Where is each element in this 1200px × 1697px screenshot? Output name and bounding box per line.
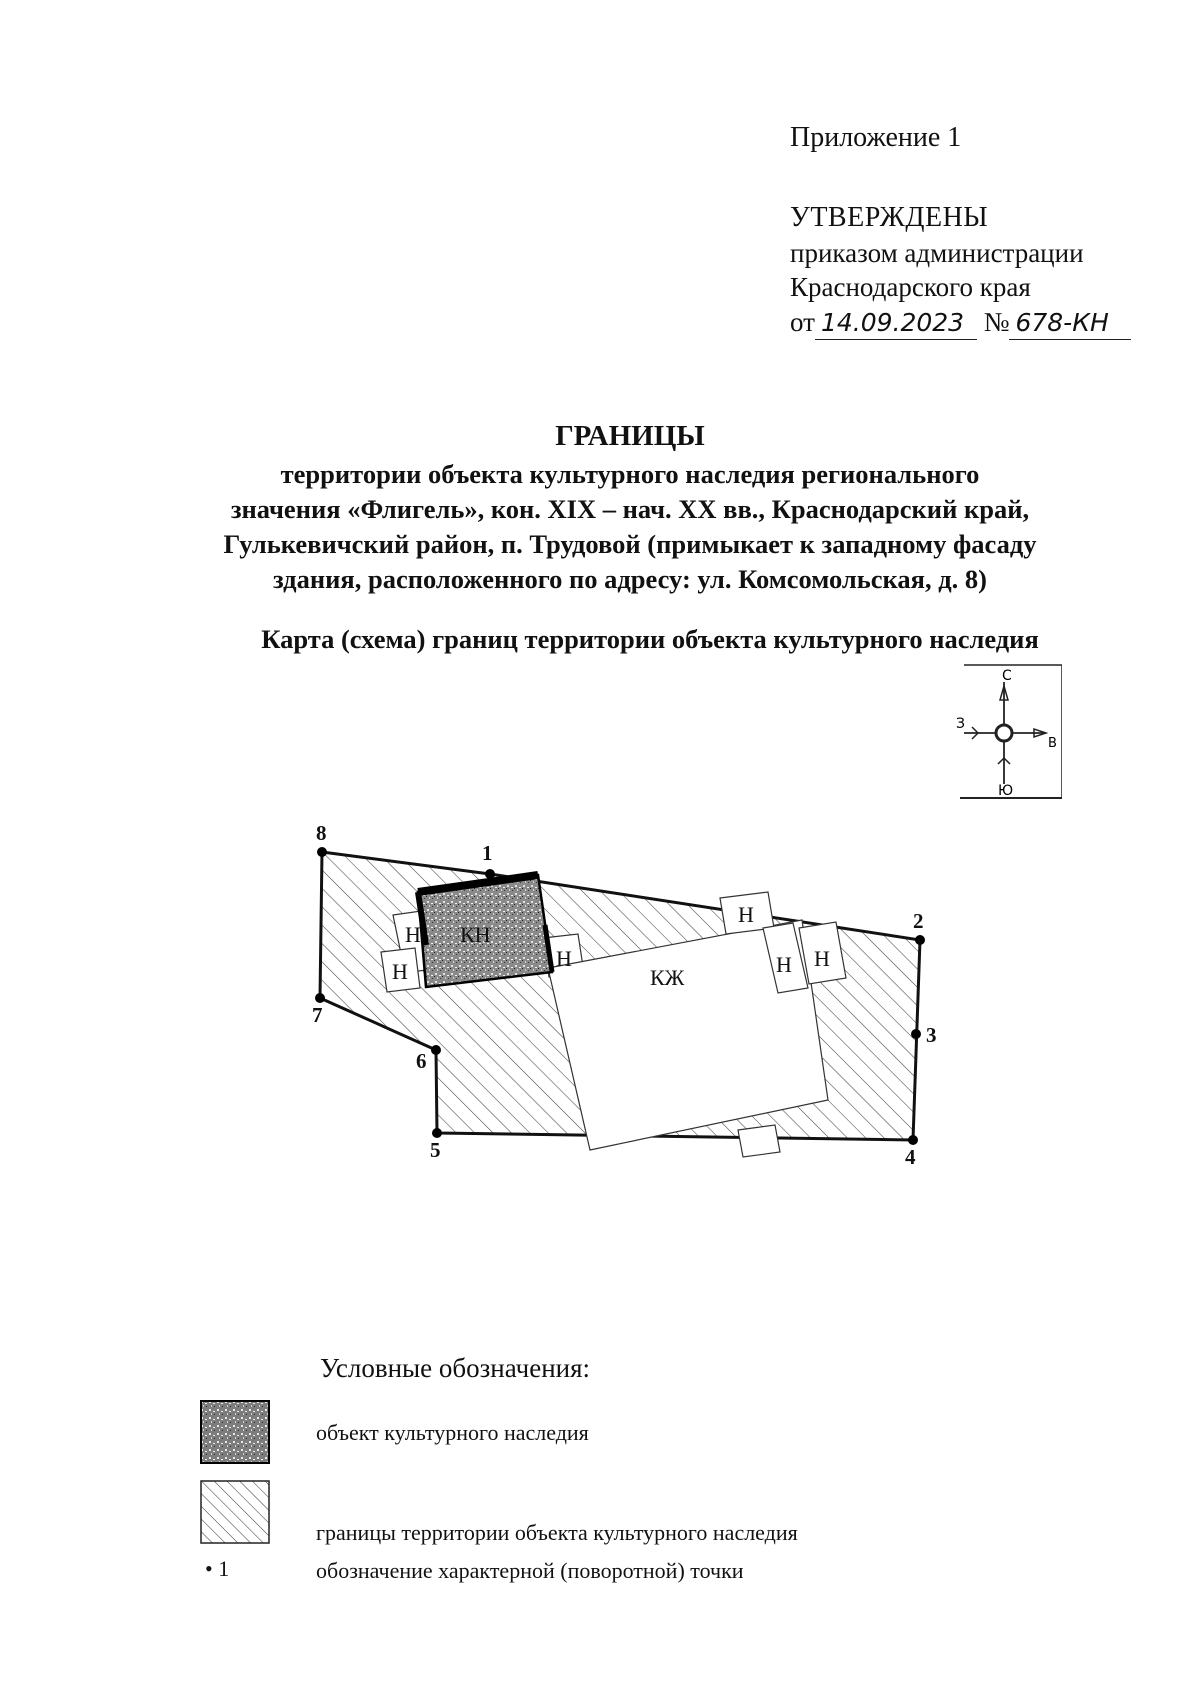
order-number: 678-КН [1009,307,1131,340]
annex-label-6: Н [814,946,830,971]
number-prefix: № [983,306,1010,337]
building-label-residential: КЖ [650,965,685,990]
point-label-8: 8 [316,821,327,845]
point-3 [911,1029,921,1039]
point-label-7: 7 [312,1003,323,1027]
territory-plan [290,820,980,1260]
point-8 [317,847,327,857]
point-1 [485,869,495,879]
legend-heritage-label: объект культурного наследия [316,1420,589,1445]
compass-east: В [1048,736,1057,751]
title-heading: ГРАНИЦЫ [555,420,705,452]
title-line-4: здания, расположенного по адресу: ул. Комсомольская, д. 8) [273,563,987,594]
compass-icon [952,660,1062,800]
legend-heritage [200,1400,1050,1464]
document-title [190,420,1070,597]
appendix-label: Приложение 1 [790,122,962,153]
approved-label: УТВЕРЖДЕНЫ [790,201,989,233]
point-label-6: 6 [416,1049,427,1073]
point-4 [908,1135,918,1145]
legend-territory [200,1480,1050,1544]
point-6 [431,1045,441,1055]
annex-n-7 [738,1125,780,1157]
approval-date-line [790,305,1150,340]
approval-block [790,120,1150,340]
title-line-1: территории объекта культурного наследия регионального [280,459,980,489]
legend-title: Условные обозначения: [320,1353,591,1383]
title-line-3: Гулькевичский район, п. Трудовой (примыкает к западному фасаду [223,528,1037,559]
order-date: 14.09.2023 [815,307,977,340]
annex-label-5: Н [776,952,792,977]
date-prefix: от [790,306,815,337]
legend-point-label: обозначение характерной (поворотной) точки [316,1558,744,1583]
point-label-2: 2 [913,909,924,933]
legend-point [205,1556,1055,1586]
point-5 [432,1128,442,1138]
territory-swatch-icon [200,1480,270,1544]
legend-point-marker: • 1 [205,1556,230,1581]
map-title: Карта (схема) границ территории объекта культурного наследия [261,624,1039,654]
point-2 [915,935,925,945]
annex-label-2: Н [392,959,408,984]
compass-west: З [956,716,965,732]
annex-label-1: Н [405,922,421,947]
legend-territory-label: границы территории объекта культурного наследия [316,1520,798,1545]
heritage-swatch-icon [200,1400,270,1464]
annex-label-4: Н [738,902,754,927]
point-label-5: 5 [430,1138,441,1162]
point-label-3: 3 [926,1023,937,1047]
title-line-2: значения «Флигель», кон. XIX – нач. XX вв., Краснодарский край, [230,493,1030,524]
point-label-1: 1 [482,841,493,865]
approval-line-1: приказом администрации [790,237,1084,268]
compass-south: Ю [998,783,1014,799]
compass-north: С [1002,668,1012,684]
building-label-heritage: КН [460,922,491,947]
point-label-4: 4 [905,1145,916,1169]
annex-label-3: Н [556,946,572,971]
point-7 [315,993,325,1003]
approval-line-2: Краснодарского края [790,272,1031,303]
